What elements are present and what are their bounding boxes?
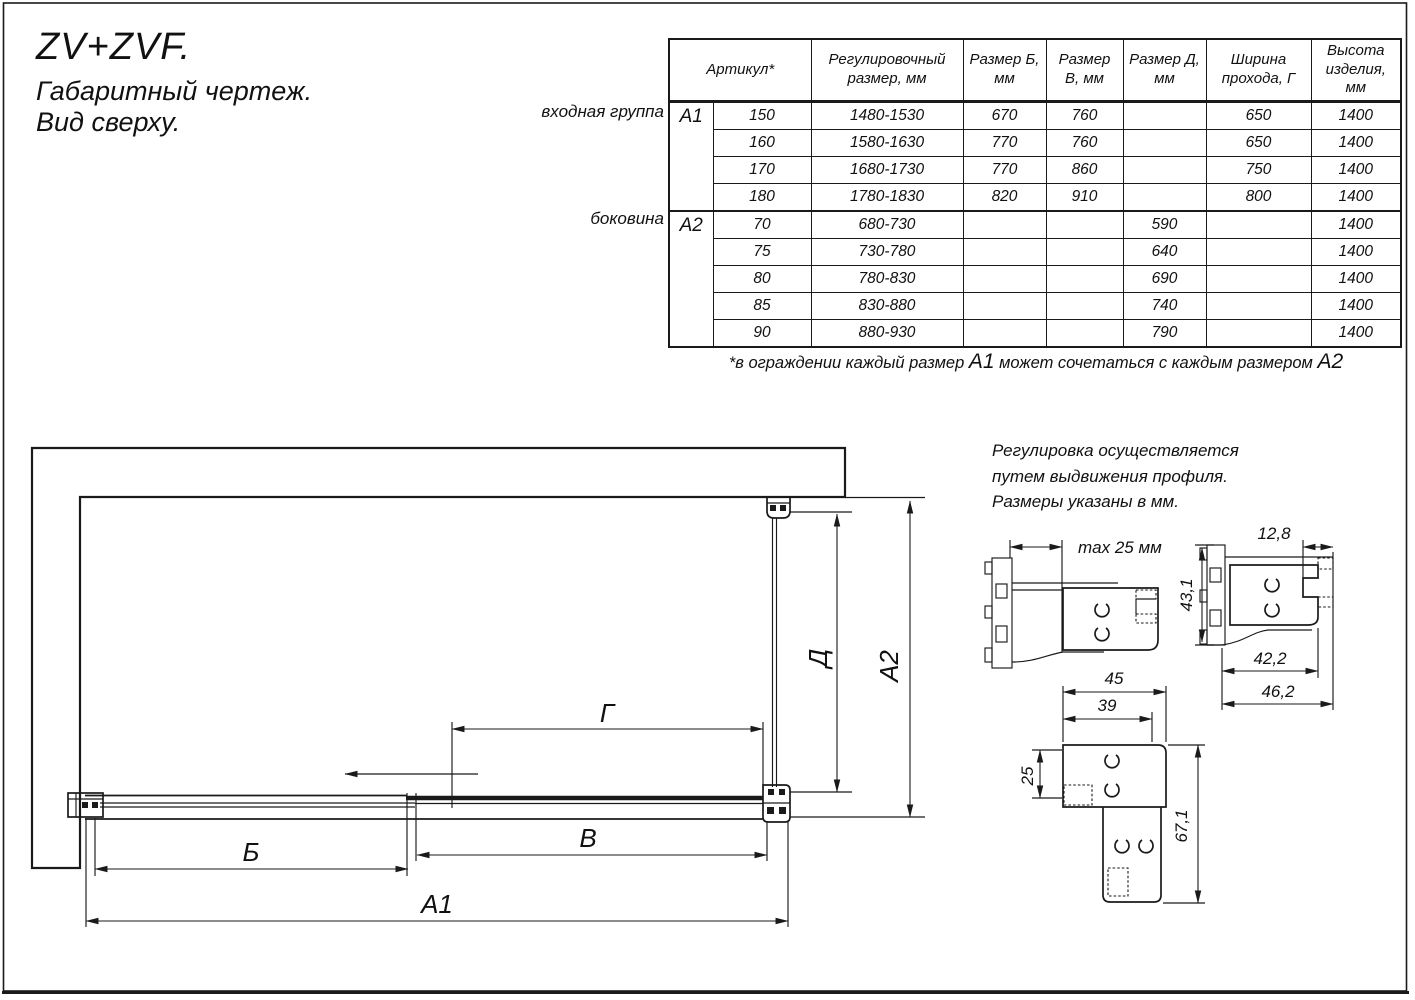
group-code-a1: А1 (669, 102, 713, 212)
product-title: ZV+ZVF. (36, 26, 192, 68)
cell-art: 180 (713, 184, 811, 212)
cell-v: 860 (1046, 157, 1123, 184)
table-row (669, 239, 1401, 266)
cell-d: 640 (1123, 239, 1206, 266)
cell-b: 770 (963, 130, 1046, 157)
extension-lines (86, 498, 925, 928)
col-header-size-d: Размер Д, мм (1123, 39, 1206, 102)
dim-label-b: Б (242, 837, 260, 867)
col-header-size-b: Размер Б, мм (963, 39, 1046, 102)
cell-d: 790 (1123, 320, 1206, 348)
detail-label-42-2: 42,2 (1253, 649, 1287, 668)
cell-reg: 1480-1530 (811, 102, 963, 130)
cell-d (1123, 102, 1206, 130)
header-row (669, 39, 1401, 102)
cell-g (1206, 266, 1311, 293)
table-row (669, 157, 1401, 184)
cell-g: 750 (1206, 157, 1311, 184)
detail-label-12-8: 12,8 (1257, 524, 1291, 543)
view-label: Вид сверху. (36, 107, 181, 137)
cell-g (1206, 239, 1311, 266)
cell-h: 1400 (1311, 293, 1401, 320)
cell-reg: 1780-1830 (811, 184, 963, 212)
detail-wall-profile-extension (985, 538, 1162, 668)
cell-art: 90 (713, 320, 811, 348)
cell-d: 590 (1123, 211, 1206, 239)
cell-h: 1400 (1311, 211, 1401, 239)
col-header-size-v: Размер В, мм (1046, 39, 1123, 102)
cell-art: 70 (713, 211, 811, 239)
cell-g: 650 (1206, 102, 1311, 130)
table-row (669, 320, 1401, 348)
cell-v (1046, 211, 1123, 239)
cell-art: 150 (713, 102, 811, 130)
detail-label-45: 45 (1104, 669, 1124, 688)
table-row (669, 102, 1401, 130)
cell-d (1123, 157, 1206, 184)
drawing-subtitle: Габаритный чертеж. (36, 76, 313, 106)
note-line: Регулировка осуществляется (992, 441, 1239, 460)
cell-g: 800 (1206, 184, 1311, 212)
cell-d (1123, 184, 1206, 212)
wall-hatched (32, 448, 845, 868)
cell-art: 75 (713, 239, 811, 266)
cell-reg: 1680-1730 (811, 157, 963, 184)
cell-v: 760 (1046, 102, 1123, 130)
detail-label-43-1: 43,1 (1177, 578, 1196, 612)
cell-d (1123, 130, 1206, 157)
cell-h: 1400 (1311, 239, 1401, 266)
side-panel-glass (773, 518, 777, 787)
dim-label-a2: А2 (874, 650, 904, 682)
cell-reg: 830-880 (811, 293, 963, 320)
side-panel-top-profile (767, 498, 790, 518)
detail-label-25: 25 (1018, 766, 1037, 786)
cell-art: 85 (713, 293, 811, 320)
group-code-a2: А2 (669, 211, 713, 347)
table-row (669, 266, 1401, 293)
cell-v: 760 (1046, 130, 1123, 157)
cell-b (963, 266, 1046, 293)
group-label-side: боковина (590, 209, 664, 228)
cell-g (1206, 211, 1311, 239)
cell-h: 1400 (1311, 157, 1401, 184)
dim-label-v: В (579, 823, 597, 853)
col-header-width-g: Ширина прохода, Г (1206, 39, 1311, 102)
cell-h: 1400 (1311, 320, 1401, 348)
cell-g: 650 (1206, 130, 1311, 157)
cell-reg: 880-930 (811, 320, 963, 348)
cell-v (1046, 293, 1123, 320)
dimension-lines (86, 501, 910, 921)
cell-v (1046, 266, 1123, 293)
corner-profile (763, 785, 790, 822)
detail-label-39: 39 (1097, 696, 1117, 715)
cell-b (963, 211, 1046, 239)
spec-table (668, 38, 1402, 348)
detail-profile-section (1177, 524, 1333, 710)
detail-label-67-1: 67,1 (1172, 809, 1191, 843)
note-line: Размеры указаны в мм. (992, 492, 1179, 511)
cell-g (1206, 320, 1311, 348)
cell-h: 1400 (1311, 102, 1401, 130)
cell-reg: 680-730 (811, 211, 963, 239)
cell-v (1046, 320, 1123, 348)
table-footnote (668, 350, 1404, 374)
footnote-a2: А2 (1317, 350, 1344, 373)
cell-b (963, 320, 1046, 348)
cell-reg: 1580-1630 (811, 130, 963, 157)
col-header-articul: Артикул* (669, 39, 811, 102)
table-row (669, 130, 1401, 157)
wall-bracket (68, 793, 103, 817)
cell-b: 770 (963, 157, 1046, 184)
cell-h: 1400 (1311, 184, 1401, 212)
cell-v (1046, 239, 1123, 266)
cell-d: 740 (1123, 293, 1206, 320)
col-header-height: Высота изделия, мм (1311, 39, 1401, 102)
table-row (669, 293, 1401, 320)
footnote-text: может сочетаться с каждым размером (994, 354, 1318, 372)
cell-art: 80 (713, 266, 811, 293)
dim-label-g: Г (599, 698, 615, 728)
detail-label-max25: max 25 мм (1078, 538, 1162, 557)
cell-b (963, 293, 1046, 320)
cell-reg: 780-830 (811, 266, 963, 293)
cell-art: 160 (713, 130, 811, 157)
cell-b: 670 (963, 102, 1046, 130)
sliding-door-glass (406, 798, 763, 804)
adjustment-note (992, 438, 1239, 515)
col-header-reg: Регулировочный размер, мм (811, 39, 963, 102)
dim-label-a1: А1 (421, 889, 453, 919)
detail-corner-profile (1018, 669, 1205, 903)
table-row (669, 184, 1401, 212)
detail-label-46-2: 46,2 (1261, 682, 1295, 701)
cell-d: 690 (1123, 266, 1206, 293)
cell-h: 1400 (1311, 130, 1401, 157)
cell-reg: 730-780 (811, 239, 963, 266)
cell-g (1206, 293, 1311, 320)
note-line: путем выдвижения профиля. (992, 466, 1228, 486)
cell-b: 820 (963, 184, 1046, 212)
dim-label-d: Д (803, 648, 833, 668)
footnote-a1: А1 (968, 350, 995, 373)
cell-h: 1400 (1311, 266, 1401, 293)
footnote-text: *в ограждении каждый размер (728, 354, 969, 372)
cell-b (963, 239, 1046, 266)
group-label-entry: входная группа (541, 102, 664, 121)
table-row (669, 211, 1401, 239)
cell-v: 910 (1046, 184, 1123, 212)
cell-art: 170 (713, 157, 811, 184)
